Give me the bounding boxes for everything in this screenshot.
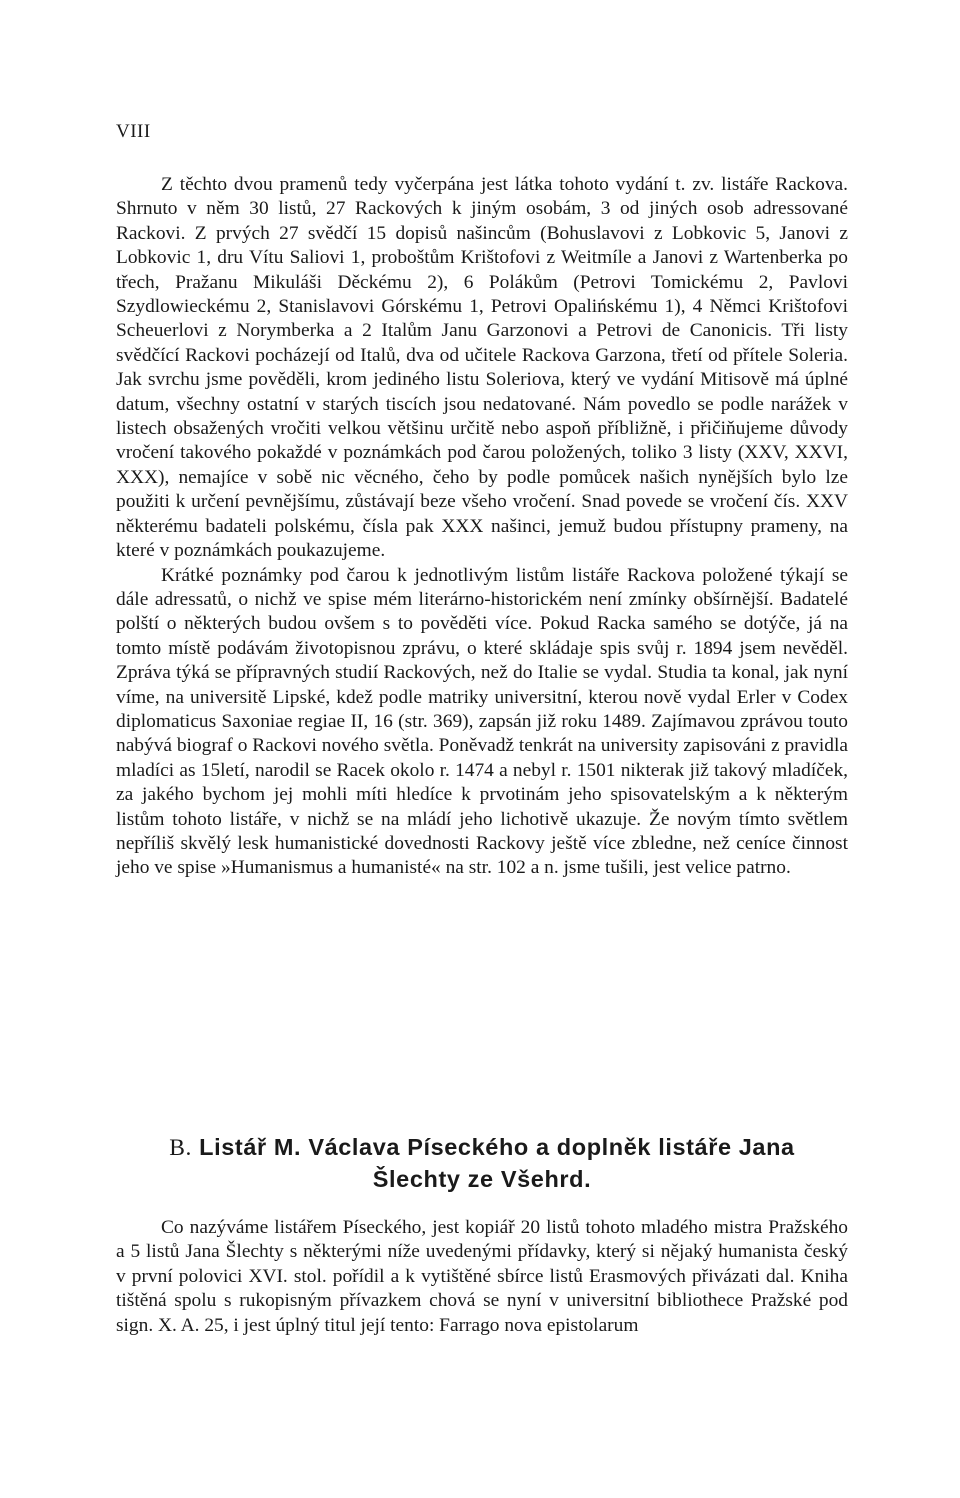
page-number: VIII	[116, 121, 151, 142]
section-b-heading	[116, 1132, 848, 1195]
heading-letter: B.	[169, 1135, 193, 1161]
paragraph: Krátké poznámky pod čarou k jednotlivým listům listáře Rackova položené týkají se dále adressatů, o nichž ve spise mém literárno-historickém není zmínky obšírnější. Badatelé polští o některých budou ovšem s to pověděti více. Pokud Racka samého se dotýče, já na tomto místě podávám životopisnou zprávu, o které skládaje spis svůj r. 1894 jsem nevěděl. Zpráva týká se přípravných studií Rackových, než do Italie se vydal. Studia ta konal, jak nyní víme, na universitě Lipské, kdež podle matriky universitní, kterou nově vydal Erler v Codex diplomaticus Saxoniae regiae II, 16 (str. 369), zapsán již roku 1489. Zajímavou zprávou touto nabývá biograf o Rackovi nového světla. Poněvadž tenkrát na university zapisováni z pravidla mladíci as 15letí, narodil se Racek okolo r. 1474 a nebyl r. 1501 nikterak již takový mladíček, za jakého bychom jej mohli míti hledíce k prvotinám jeho spisovatelským a k některým listům tohoto listáře, v nichž se na mládí jeho lichotivě ukazuje. Že novým tímto světlem nepříliš skvělý lesk humanistické dovednosti Rackovy ještě více zbledne, než ceníce činnost jeho ve spise »Humanismus a humanisté« na str. 102 a n. jsme tušili, jest velice patrno.	[116, 564, 848, 879]
heading-line-1: Listář M. Václava Píseckého a doplněk listáře Jana	[199, 1134, 795, 1160]
paragraph: Co nazýváme listářem Píseckého, jest kopiář 20 listů tohoto mladého mistra Pražského a 5 listů Jana Šlechty s některými níže uvedenými přídavky, který si nějaký humanista český v první polovici XVI. stol. pořídil a k vytištěné sbírce listů Erasmových přivázati dal. Kniha tištěná spolu s rukopisným přívazkem chová se nyní v universitní bibliothece Pražské pod sign. X. A. 25, i jest úplný titul její tento: Farrago nova epistolarum	[116, 1217, 848, 1336]
section-a-text	[116, 173, 848, 881]
section-b-text	[116, 1216, 848, 1338]
heading-line	[116, 1132, 848, 1164]
paragraph: Z těchto dvou pramenů tedy vyčerpána jest látka tohoto vydání t. zv. listáře Rackova. Shrnuto v něm 30 listů, 27 Rackových k jiným osobám, 3 od jiných osob adressované Rackovi. Z prvých 27 svědčí 15 dopisů našincům (Bohuslavovi z Lobkovic 5, Janovi z Lobkovic 1, dru Vítu Saliovi 1, proboštům Krištofovi z Weitmíle a Janovi z Wartenberka po třech, Pražanu Mikuláši Děckému 2), 6 Polákům (Petrovi Tomickému 2, Pavlovi Szydlowieckému 2, Stanislavovi Górskému 1, Petrovi Opalińskému 1), 4 Němci Krištofovi Scheuerlovi z Norymberka a 2 Italům Janu Garzonovi a Petrovi de Canonicis. Tři listy svědčící Rackovi pocházejí od Italů, dva od učitele Rackova Garzona, třetí od přítele Soleria. Jak svrchu jsme pověděli, krom jediného listu Soleriova, který ve vydání Mitisově má úplné datum, všechny ostatní v starých tiscích jsou nedatované. Nám povedlo se podle narážek v listech obsažených vročiti velkou většinu určitě nebo aspoň příbližně, i přičiňujeme důvody vročení takového pokaždé v poznámkách pod čarou položených, toliko 3 listy (XXV, XXVI, XXX), nemajíce v sobě nic věcného, čeho by podle pomůcek našich nynějších bylo lze použiti k určení pevnějšímu, zůstávají beze všeho vročení. Snad povede se vročení čís. XXV některému badateli polskému, čísla pak XXX našinci, jemuž budou přístupny prameny, na které v poznámkách poukazujeme.	[116, 174, 848, 562]
heading-line-2: Šlechty ze Všehrd.	[372, 1166, 592, 1192]
